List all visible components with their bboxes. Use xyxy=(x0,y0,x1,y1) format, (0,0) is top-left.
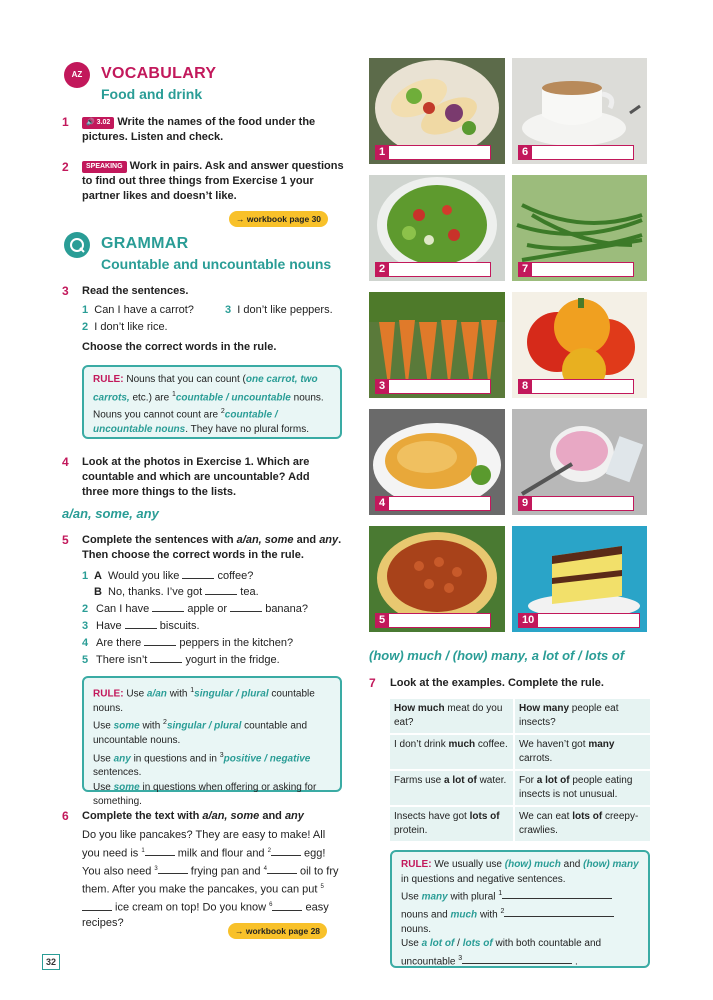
photo-number: 7 xyxy=(518,262,532,277)
table-cell: Farms use a lot of water. xyxy=(390,770,514,806)
much-many-heading: (how) much / (how) many, a lot of / lots of xyxy=(369,648,625,663)
photo-yogurt xyxy=(512,409,647,515)
ex3-item: 3 I don’t like peppers. xyxy=(225,304,333,316)
answer-gap[interactable] xyxy=(502,889,612,899)
audio-badge[interactable]: 🔊 3.02 xyxy=(82,117,114,129)
answer-gap[interactable] xyxy=(152,602,184,612)
ex1-text: Write the names of the food under the pictures. Listen and check. xyxy=(82,116,316,143)
workbook-link-30[interactable]: → workbook page 30 xyxy=(229,211,328,227)
ex5-text: Complete the sentences with a/an, some and any. Then choose the correct words in the rule. xyxy=(82,534,342,561)
photo-peppers xyxy=(512,292,647,398)
table-cell: How many people eat insects? xyxy=(514,699,650,734)
answer-gap[interactable] xyxy=(145,846,175,856)
table-row xyxy=(390,734,650,770)
speaking-badge: SPEAKING xyxy=(82,161,127,173)
answer-line[interactable] xyxy=(532,145,634,160)
ex1-instructions xyxy=(82,115,344,145)
ex2-instructions xyxy=(82,159,347,204)
ex7-text: Look at the examples. Complete the rule. xyxy=(390,677,604,689)
audio-track: 3.02 xyxy=(96,119,111,126)
ex6-number: 6 xyxy=(62,809,69,823)
answer-line[interactable] xyxy=(389,613,491,628)
vocab-subtitle: Food and drink xyxy=(101,86,203,102)
vocab-icon-text: AZ xyxy=(71,70,83,79)
photo-number: 3 xyxy=(375,379,389,394)
photo-number: 1 xyxy=(375,145,389,160)
rule-box-aan: RULE: Use a/an with $^1$singular / plural countable nouns. Use some with $^2$singular / plural countable and uncountable nouns. Use any in questions and in $^3$positive / negative sentences. Use some in questions when offering or asking for something. xyxy=(82,676,342,792)
vocab-icon xyxy=(64,62,90,88)
grammar-title: GRAMMAR xyxy=(101,235,189,252)
answer-gap[interactable] xyxy=(82,901,112,911)
rule-box-countable: RULE: Nouns that you can count (one carrot, two carrots, etc.) are $^1$countable / uncountable nouns. Nouns you cannot count are $^2$countable / uncountable nouns. They have no plural forms. xyxy=(82,365,342,439)
table-cell: We can eat lots of creepy-crawlies. xyxy=(514,806,650,842)
ex3-number: 3 xyxy=(62,284,69,298)
ex3-item: 1 Can I have a carrot? xyxy=(82,304,194,316)
ex3-choose: Choose the correct words in the rule. xyxy=(82,341,277,353)
aan-heading: a/an, some, any xyxy=(62,506,159,521)
ex5-item: 5 There isn’t yogurt in the fridge. xyxy=(82,654,280,666)
answer-gap[interactable] xyxy=(267,864,297,874)
photo-number: 5 xyxy=(375,613,389,628)
answer-line[interactable] xyxy=(532,262,634,277)
ex3-item: 2 I don’t like rice. xyxy=(82,321,168,333)
photo-number: 10 xyxy=(518,613,538,628)
answer-gap[interactable] xyxy=(462,954,572,964)
answer-line[interactable] xyxy=(532,496,634,511)
photo-number: 4 xyxy=(375,496,389,511)
photo-green-beans xyxy=(512,175,647,281)
photo-omelette xyxy=(369,409,505,515)
table-row xyxy=(390,770,650,806)
answer-gap[interactable] xyxy=(205,585,237,595)
ex5-item: 1 A Would you like coffee? xyxy=(82,570,254,582)
ex2-number: 2 xyxy=(62,160,69,174)
answer-gap[interactable] xyxy=(271,846,301,856)
answer-gap[interactable] xyxy=(144,636,176,646)
answer-line[interactable] xyxy=(389,145,491,160)
photo-number: 6 xyxy=(518,145,532,160)
ex5-item: 4 Are there peppers in the kitchen? xyxy=(82,637,294,649)
table-cell: I don’t drink much coffee. xyxy=(390,734,514,770)
ex5-item: B No, thanks. I’ve got tea. xyxy=(94,586,259,598)
workbook-link-28[interactable]: → workbook page 28 xyxy=(228,923,327,939)
ex1-number: 1 xyxy=(62,115,69,129)
ex6-passage: Do you like pancakes? They are easy to make! All you need is $^1$ milk and flour and $^2$ egg! You also need $^3$ frying pan and $^4$ oil to fry them. After you make the pancakes, you can put $^5$ ice cream on top! Do you know $^6$ easy recipes? xyxy=(82,829,339,930)
photo-number: 8 xyxy=(518,379,532,394)
grammar-subtitle: Countable and uncountable nouns xyxy=(101,256,332,272)
answer-line[interactable] xyxy=(538,613,640,628)
answer-line[interactable] xyxy=(532,379,634,394)
photo-cake xyxy=(512,526,647,632)
examples-table xyxy=(390,699,650,843)
ex2-text: Work in pairs. Ask and answer questions to find out three things from Exercise 1 your partner likes and doesn’t like. xyxy=(82,160,344,202)
answer-line[interactable] xyxy=(389,262,491,277)
answer-gap[interactable] xyxy=(230,602,262,612)
answer-gap[interactable] xyxy=(272,901,302,911)
photo-coffee xyxy=(512,58,647,164)
table-cell: We haven’t got many carrots. xyxy=(514,734,650,770)
vocab-title: VOCABULARY xyxy=(101,65,217,82)
ex3-text: Read the sentences. xyxy=(82,285,189,297)
ex7-number: 7 xyxy=(369,676,376,690)
answer-gap[interactable] xyxy=(125,619,157,629)
table-row xyxy=(390,699,650,734)
table-cell: Insects have got lots of protein. xyxy=(390,806,514,842)
answer-gap[interactable] xyxy=(158,864,188,874)
ex6-text: Complete the text with a/an, some and any xyxy=(82,810,304,822)
answer-gap[interactable] xyxy=(150,653,182,663)
ex5-number: 5 xyxy=(62,533,69,547)
rule-box-much-many: RULE: We usually use (how) much and (how) many in questions and negative sentences. Use many with plural $^1$ nouns and much with $^2$ nouns. Use a lot of / lots of with both countable and uncountable $^3$ . xyxy=(390,850,650,968)
photo-number: 9 xyxy=(518,496,532,511)
photo-tacos xyxy=(369,58,505,164)
page-number: 32 xyxy=(42,954,60,970)
ex5-item: 2 Can I have apple or banana? xyxy=(82,603,309,615)
ex5-item: 3 Have biscuits. xyxy=(82,620,200,632)
answer-gap[interactable] xyxy=(504,907,614,917)
answer-gap[interactable] xyxy=(182,569,214,579)
photo-salad xyxy=(369,175,505,281)
photo-beans xyxy=(369,526,505,632)
grammar-icon xyxy=(64,232,90,258)
table-cell: How much meat do you eat? xyxy=(390,699,514,734)
ex4-text: Look at the photos in Exercise 1. Which are countable and which are uncountable? Add three more things to the lists. xyxy=(82,456,310,498)
ex4-number: 4 xyxy=(62,455,69,469)
table-cell: For a lot of people eating insects is not unusual. xyxy=(514,770,650,806)
table-row xyxy=(390,806,650,842)
answer-line[interactable] xyxy=(389,379,491,394)
photo-carrots xyxy=(369,292,505,398)
photo-number: 2 xyxy=(375,262,389,277)
answer-line[interactable] xyxy=(389,496,491,511)
